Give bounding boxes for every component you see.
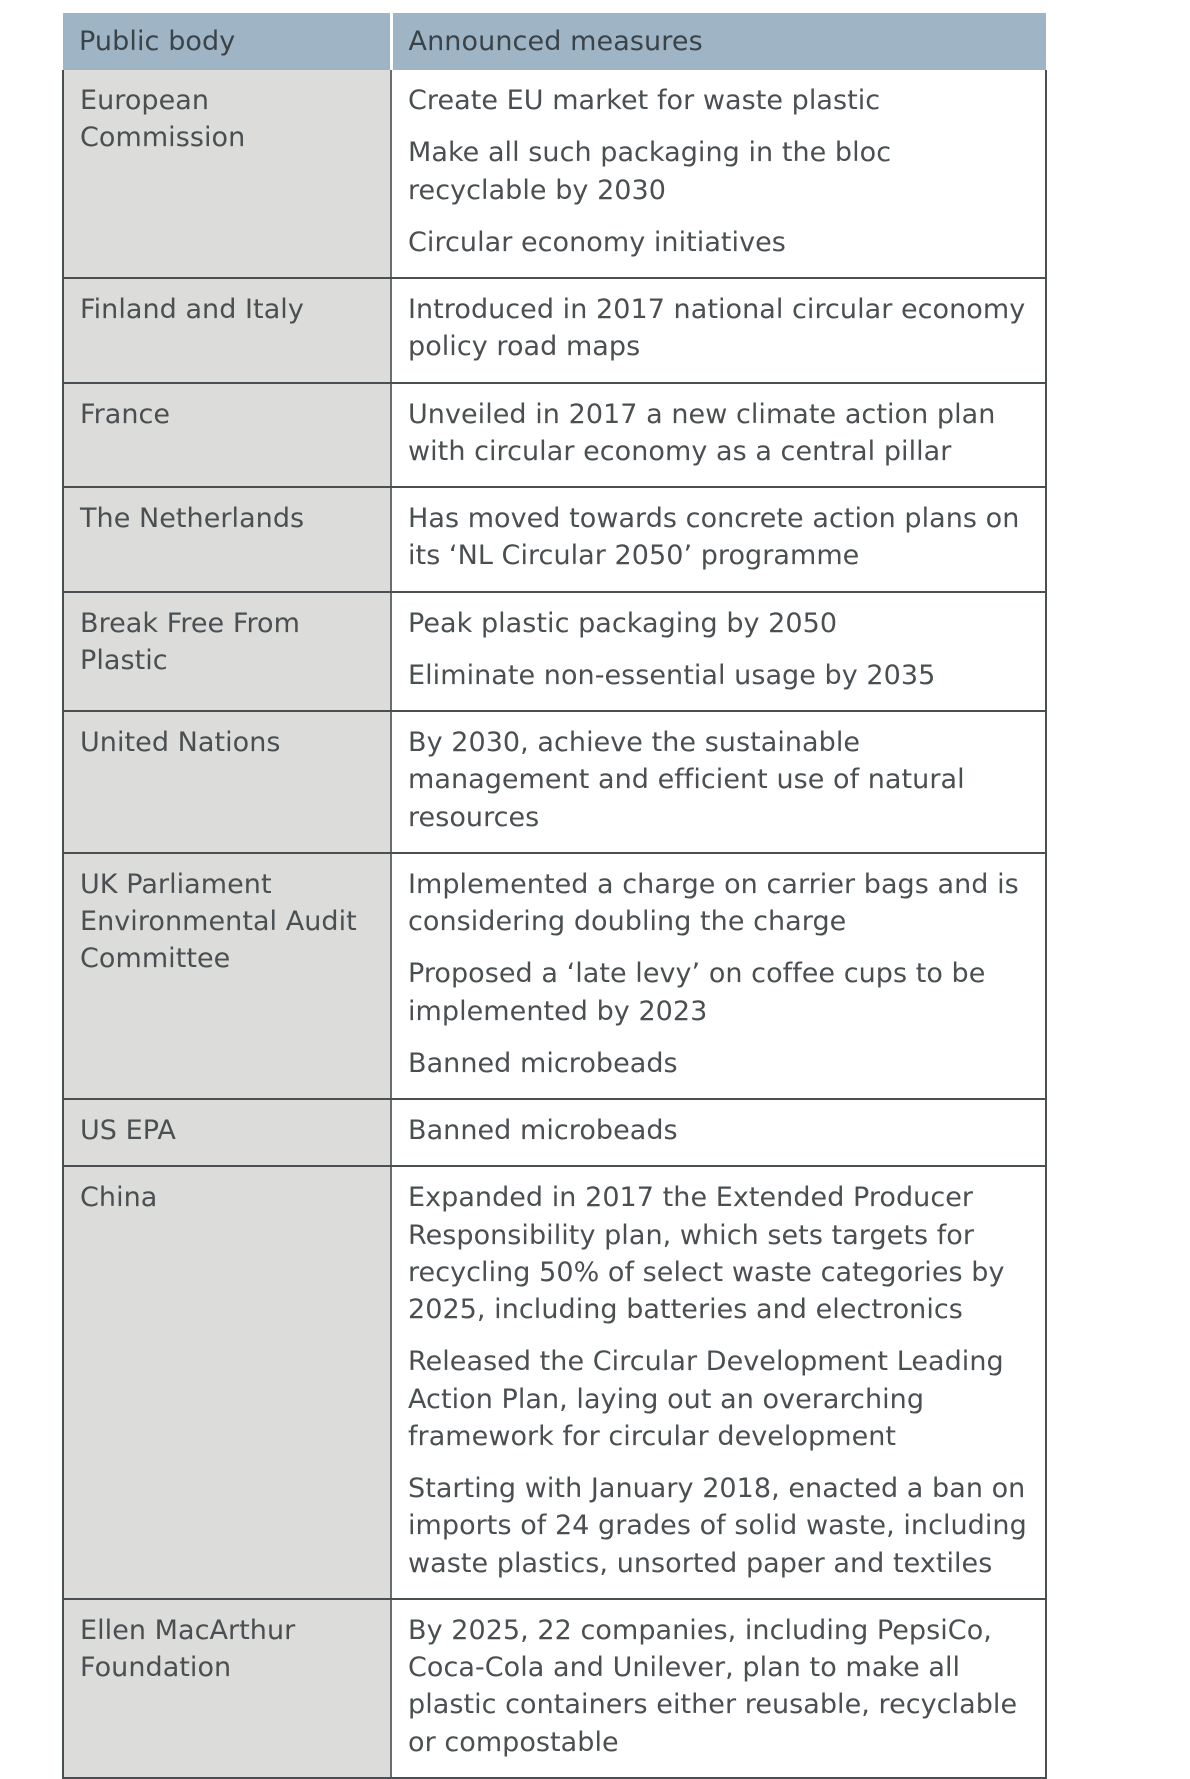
measure-item: Eliminate non-essential usage by 2035	[408, 659, 936, 691]
table-row	[63, 70, 1046, 278]
measure-item: Released the Circular Development Leading Action Plan, laying out an overarching framework for circular development	[408, 1346, 1004, 1452]
measure-item: Banned microbeads	[408, 1115, 678, 1146]
cell-announced-measures	[391, 1166, 1046, 1599]
cell-announced-measures	[391, 487, 1046, 592]
table-row	[63, 487, 1046, 592]
measure-item: Banned microbeads	[408, 1047, 678, 1079]
table-row	[63, 711, 1046, 853]
table-row	[63, 853, 1046, 1099]
measure-item: Peak plastic packaging by 2050	[408, 607, 838, 639]
measure-item: Circular economy initiatives	[408, 226, 786, 258]
public-body-name: UK Parliament Environmental Audit Committee	[80, 868, 357, 975]
column-header-announced-measures: Announced measures	[391, 13, 1046, 70]
cell-public-body	[63, 711, 391, 853]
public-body-name: Finland and Italy	[80, 294, 304, 325]
table-header	[63, 13, 1046, 70]
cell-public-body	[63, 592, 391, 712]
public-body-name: US EPA	[80, 1115, 176, 1146]
measure-item: Starting with January 2018, enacted a ban on imports of 24 grades of solid waste, including waste plastics, unsorted paper and textiles	[408, 1473, 1027, 1579]
cell-announced-measures	[391, 592, 1046, 712]
public-body-measures-table	[62, 13, 1047, 1779]
measure-item: Expanded in 2017 the Extended Producer Responsibility plan, which sets targets for recycling 50% of select waste categories by 2025, including batteries and electronics	[408, 1182, 1005, 1325]
public-body-name: Ellen MacArthur Foundation	[80, 1614, 296, 1683]
table-row	[63, 1166, 1046, 1599]
table-row	[63, 278, 1046, 383]
public-body-name: France	[80, 398, 171, 430]
public-body-name: Break Free From Plastic	[80, 607, 300, 676]
column-header-public-body: Public body	[63, 13, 391, 70]
table-row	[63, 1099, 1046, 1166]
cell-announced-measures	[391, 1599, 1046, 1778]
measure-item: Proposed a ‘late levy’ on coffee cups to be implemented by 2023	[408, 958, 986, 1027]
table-body	[63, 70, 1046, 1778]
cell-announced-measures	[391, 278, 1046, 383]
header-row	[63, 13, 1046, 70]
cell-public-body	[63, 383, 391, 488]
cell-public-body	[63, 278, 391, 383]
cell-announced-measures	[391, 70, 1046, 278]
cell-public-body	[63, 1099, 391, 1166]
public-body-name: European Commission	[80, 85, 246, 154]
cell-public-body	[63, 853, 391, 1099]
measure-item: Make all such packaging in the bloc recyclable by 2030	[408, 137, 892, 206]
public-body-name: The Netherlands	[80, 503, 305, 534]
public-body-name: China	[80, 1182, 158, 1214]
table-row	[63, 1599, 1046, 1778]
cell-announced-measures	[391, 1099, 1046, 1166]
cell-public-body	[63, 70, 391, 278]
measure-item: Has moved towards concrete action plans on its ‘NL Circular 2050’ programme	[408, 503, 1020, 572]
cell-public-body	[63, 1599, 391, 1778]
public-body-name: United Nations	[80, 727, 281, 758]
cell-public-body	[63, 1166, 391, 1599]
measure-item: By 2030, achieve the sustainable management and efficient use of natural resources	[408, 727, 965, 833]
cell-announced-measures	[391, 853, 1046, 1099]
measure-item: Introduced in 2017 national circular economy policy road maps	[408, 294, 1026, 363]
measure-item: Implemented a charge on carrier bags and is considering doubling the charge	[408, 868, 1019, 937]
measure-item: Unveiled in 2017 a new climate action plan with circular economy as a central pillar	[408, 398, 996, 467]
measure-item: Create EU market for waste plastic	[408, 85, 881, 116]
cell-announced-measures	[391, 711, 1046, 853]
table-row	[63, 383, 1046, 488]
table-row	[63, 592, 1046, 712]
policy-table-container	[62, 13, 1045, 1779]
measure-item: By 2025, 22 companies, including PepsiCo, Coca-Cola and Unilever, plan to make all plastic containers either reusable, recyclable or compostable	[408, 1614, 1018, 1758]
cell-announced-measures	[391, 383, 1046, 488]
cell-public-body	[63, 487, 391, 592]
